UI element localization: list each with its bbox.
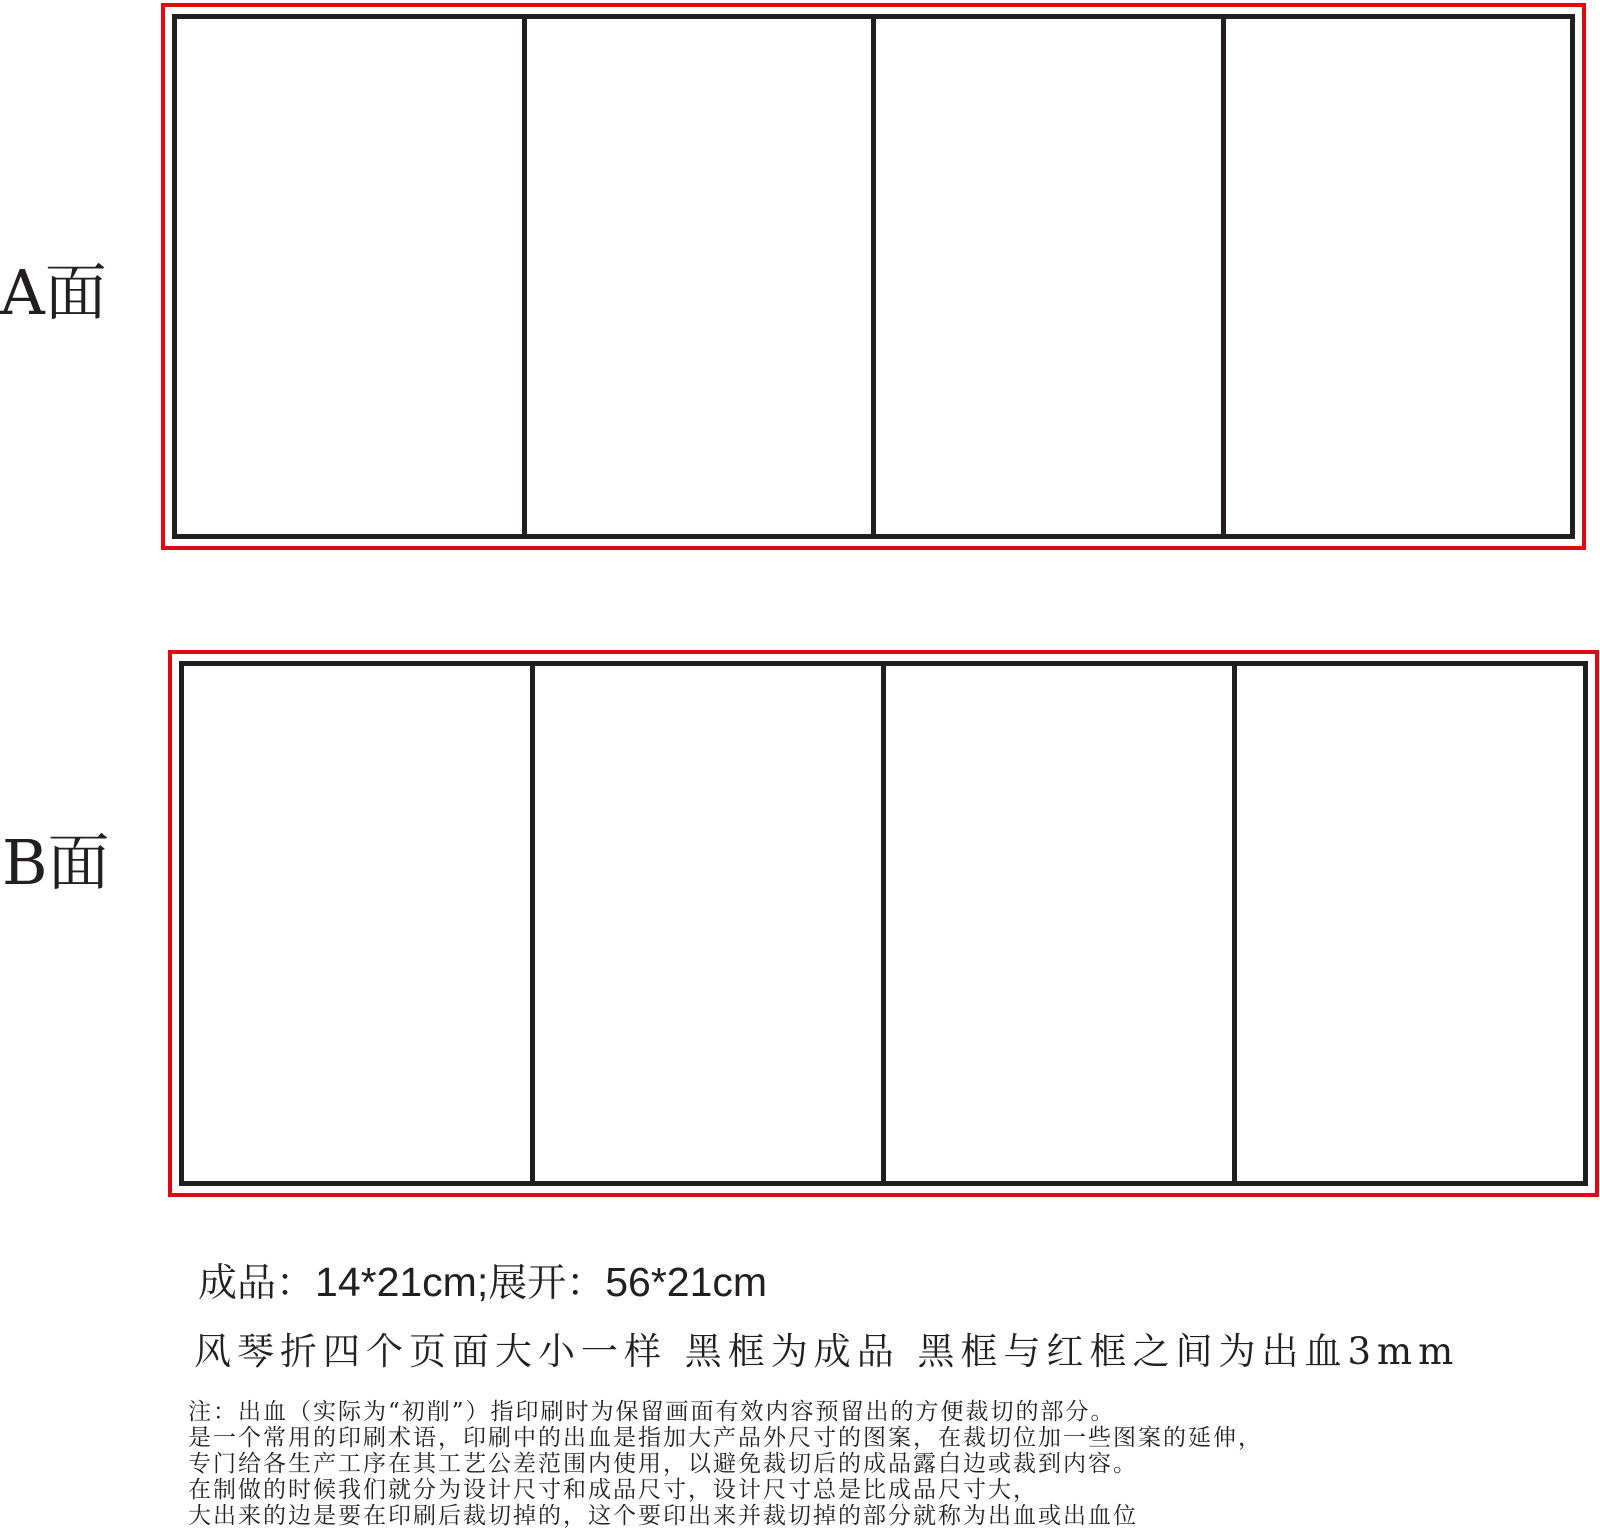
note-line: 是一个常用的印刷术语，印刷中的出血是指加大产品外尺寸的图案，在裁切位加一些图案的延伸， xyxy=(188,1425,1263,1451)
side-a-panel-3 xyxy=(876,19,1226,534)
side-a-panel-4 xyxy=(1226,19,1571,534)
finished-label: 成品： xyxy=(198,1261,316,1306)
side-b-panel-4 xyxy=(1237,666,1583,1181)
fold-description: 风琴折四个页面大小一样 黑框为成品 黑框与红框之间为出血3mm xyxy=(194,1330,1460,1373)
note-line: 大出来的边是要在印刷后裁切掉的，这个要印出来并裁切掉的部分就称为出血或出血位 xyxy=(188,1503,1138,1529)
note-line: 专门给各生产工序在其工艺公差范围内使用，以避免裁切后的成品露白边或裁到内容。 xyxy=(188,1451,1138,1477)
side-b-label: B面 xyxy=(2,826,110,899)
note-line: 注：出血（实际为“初削”）指印刷时为保留画面有效内容预留出的方便裁切的部分。 xyxy=(188,1399,1116,1425)
side-a-panel-2 xyxy=(527,19,877,534)
finished-size: 14*21cm; xyxy=(315,1259,489,1305)
side-a-panel-1 xyxy=(177,19,527,534)
side-b-panel-3 xyxy=(886,666,1237,1181)
note-line: 在制做的时候我们就分为设计尺寸和成品尺寸，设计尺寸总是比成品尺寸大， xyxy=(188,1477,1038,1503)
side-a-label: A面 xyxy=(0,256,107,329)
size-spec xyxy=(198,1259,768,1306)
side-a-trim-frame xyxy=(172,14,1575,539)
side-b-panel-1 xyxy=(184,666,535,1181)
bleed-notes xyxy=(188,1399,1263,1529)
side-b-panel-2 xyxy=(535,666,886,1181)
side-a-bleed-frame xyxy=(161,3,1586,550)
side-b-bleed-frame xyxy=(168,650,1599,1197)
side-b-trim-frame xyxy=(179,661,1588,1186)
unfolded-size: 56*21cm xyxy=(605,1259,768,1305)
unfolded-label: 展开： xyxy=(488,1261,606,1306)
